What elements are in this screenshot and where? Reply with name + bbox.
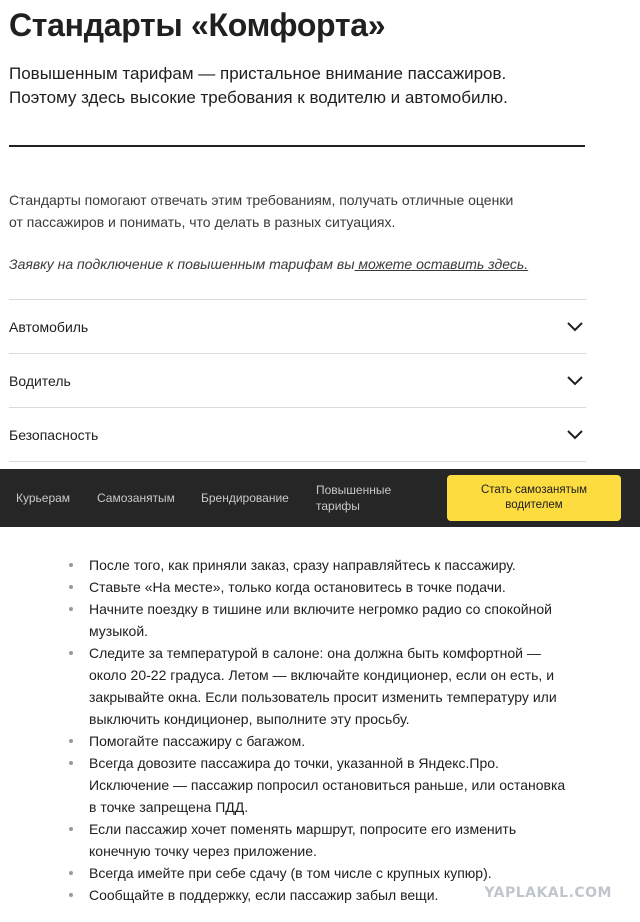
nav-couriers[interactable]: Курьерам — [16, 491, 71, 505]
bullet-icon — [69, 871, 73, 875]
bullet-icon — [69, 739, 73, 743]
apply-link[interactable]: можете оставить здесь. — [354, 256, 529, 272]
list-item: Следите за температурой в салоне: она должна быть комфортной — около 20-22 градуса. Летом — включайте кондиционер, если он есть, и закрывайте окна. Если пользователь просит изменить температуру или выключить кондиционер, выполните эту просьбу. — [67, 642, 567, 730]
apply-note — [9, 254, 599, 274]
list-item: Всегда имейте при себе сдачу (в том числе с крупных купюр). — [67, 862, 567, 884]
accordion-car[interactable] — [9, 299, 586, 353]
become-driver-button[interactable] — [447, 475, 621, 521]
bullet-icon — [69, 607, 73, 611]
lead-line: Поэтому здесь высокие требования к водителю и автомобилю. — [9, 88, 508, 107]
nav-branding[interactable]: Брендирование — [201, 491, 289, 505]
chevron-down-icon[interactable] — [566, 426, 584, 444]
list-item: После того, как приняли заказ, сразу направляйтесь к пассажиру. — [67, 554, 567, 576]
watermark: YAPLAKAL.COM — [484, 885, 612, 901]
description-line: от пассажиров и понимать, что делать в разных ситуациях. — [9, 214, 396, 230]
bullet-icon — [69, 893, 73, 897]
accordion-safety[interactable] — [9, 407, 586, 462]
nav-premium-tariffs[interactable]: Повышенные тарифы — [316, 483, 392, 513]
bullet-icon — [69, 585, 73, 589]
cta-label: Стать самозанятым водителем — [480, 484, 588, 511]
bullet-icon — [69, 563, 73, 567]
list-item: Сообщайте в поддержку, если пассажир забыл вещи. — [67, 884, 567, 906]
accordion-driver[interactable] — [9, 353, 586, 407]
standards-list — [67, 554, 567, 906]
top-navigation — [0, 469, 640, 527]
apply-text: Заявку на подключение к повышенным тарифам вы — [9, 256, 355, 272]
description-line: Стандарты помогают отвечать этим требованиям, получать отличные оценки — [9, 192, 514, 208]
list-item: Начните поездку в тишине или включите негромко радио со спокойной музыкой. — [67, 598, 567, 642]
list-item: Помогайте пассажиру с багажом. — [67, 730, 567, 752]
lead-line: Повышенным тарифам — пристальное внимание пассажиров. — [9, 64, 507, 83]
list-item: Ставьте «На месте», только когда остановитесь в точке подачи. — [67, 576, 567, 598]
lead-text — [9, 62, 609, 110]
chevron-down-icon[interactable] — [566, 372, 584, 390]
description-text — [9, 189, 589, 233]
accordion-label: Безопасность — [9, 426, 99, 443]
bullet-icon — [69, 651, 73, 655]
list-item: Всегда довозите пассажира до точки, указанной в Яндекс.Про. Исключение — пассажир попросил остановиться раньше, или остановка в точке запрещена ПДД. — [67, 752, 567, 818]
list-item: Если пассажир хочет поменять маршрут, попросите его изменить конечную точку через приложение. — [67, 818, 567, 862]
page-title: Стандарты «Комфорта» — [9, 7, 386, 43]
divider — [9, 145, 585, 147]
accordion-label: Водитель — [9, 372, 71, 389]
nav-self-employed[interactable]: Самозанятым — [97, 491, 175, 505]
bullet-icon — [69, 761, 73, 765]
chevron-down-icon[interactable] — [566, 318, 584, 336]
bullet-icon — [69, 827, 73, 831]
accordion-label: Автомобиль — [9, 318, 89, 335]
